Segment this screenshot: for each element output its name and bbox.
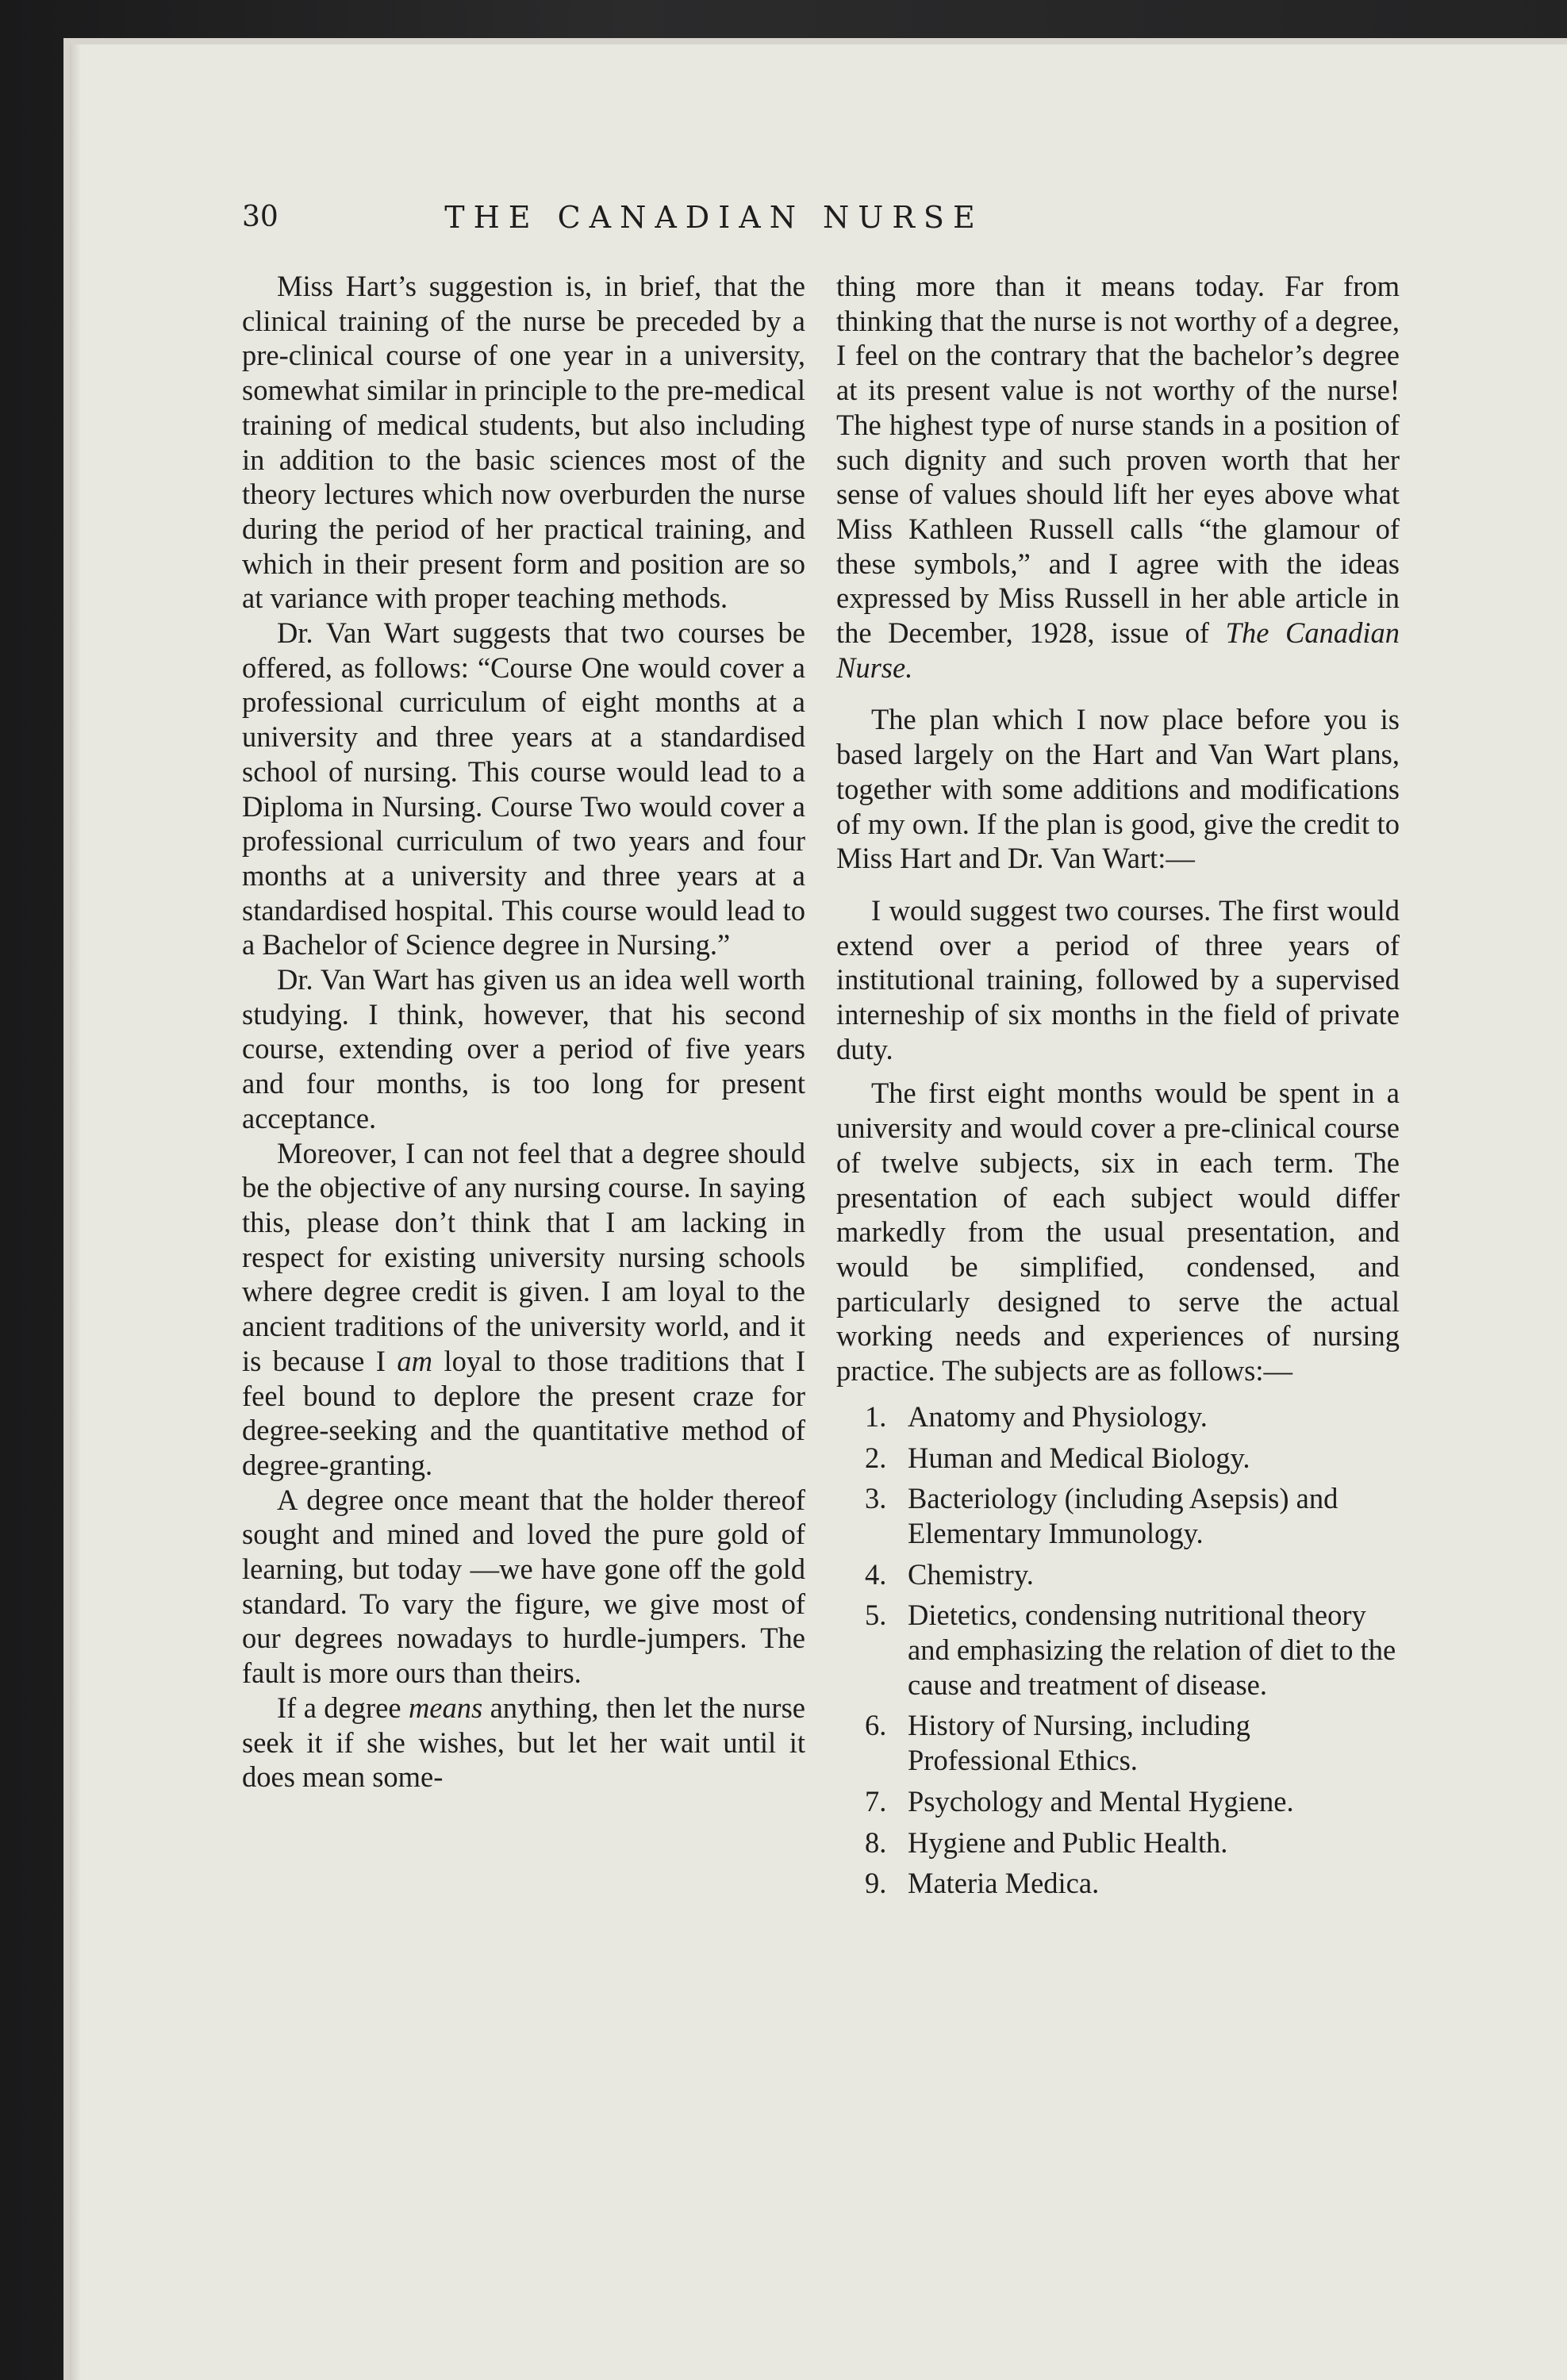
right-column	[836, 269, 1400, 1907]
list-text: Human and Medical Biology.	[908, 1441, 1250, 1474]
page-number: 30	[242, 201, 278, 233]
emphasis: am	[397, 1344, 433, 1377]
page-edge	[70, 44, 81, 2380]
list-number: 2.	[865, 1441, 887, 1474]
text-run: Moreover, I can not feel that a degree should be the objective of any nursing course. In saying this, please don’t think that I am lacking in respect for existing university nursing schools where degree credit is given. I am loyal to the ancient traditions of the university world, and it is because I	[242, 1136, 805, 1377]
journal-page	[70, 44, 1567, 2380]
list-text: Anatomy and Physiology.	[908, 1399, 1208, 1433]
emphasis: means	[408, 1691, 483, 1724]
list-item	[836, 1441, 1400, 1476]
paragraph: Dr. Van Wart suggests that two courses be offered, as follows: “Course One would cover a professional curriculum of eight months at a university and three years at a standardised school of nursing. This course would lead to a Diploma in Nursing. Course Two would cover a professional curriculum of two years and four months at a university and three years at a standardised hospital. This course would lead to a Bachelor of Science degree in Nursing.”	[242, 616, 805, 962]
subjects-list	[836, 1399, 1400, 1901]
list-number: 8.	[865, 1825, 887, 1859]
list-item	[836, 1784, 1400, 1819]
text-run: thing more than it means today. Far from thinking that the nurse is not worthy of a degree, I feel on the contrary that the bachelor’s degree at its present value is not worthy of the nurse! The highest type of nurse stands in a position of such dignity and such proven worth that her sense of values should lift her eyes above what Miss Kathleen Russell calls “the glamour of these symbols,” and I agree with the ideas expressed by Miss Russell in her able article in the December, 1928, issue of	[836, 270, 1400, 650]
list-number: 5.	[865, 1599, 887, 1632]
running-title: THE CANADIAN NURSE	[444, 200, 984, 235]
list-number: 6.	[865, 1709, 887, 1742]
list-text: History of Nursing, including Professional Ethics.	[908, 1709, 1250, 1777]
paragraph	[242, 1136, 805, 1483]
list-number: 9.	[865, 1867, 887, 1900]
list-text: Chemistry.	[908, 1557, 1034, 1591]
list-number: 3.	[865, 1482, 887, 1515]
list-item	[836, 1708, 1400, 1777]
paragraph: The plan which I now place before you is based largely on the Hart and Van Wart plans, together with some additions and modifications of my own. If the plan is good, give the credit to Miss Hart and Dr. Van Wart:—	[836, 703, 1400, 875]
paragraph: I would suggest two courses. The first would extend over a period of three years of institutional training, followed by a supervised interneship of six months in the field of private duty.	[836, 893, 1400, 1065]
list-text: Bacteriology (including Asepsis) and Elementary Immunology.	[908, 1482, 1338, 1549]
list-text: Dietetics, condensing nutritional theory and emphasizing the relation of diet to the cause and treatment of disease.	[908, 1599, 1396, 1701]
list-item	[836, 1481, 1400, 1550]
paragraph: A degree once meant that the holder thereof sought and mined and loved the pure gold of learning, but today —we have gone off the gold standard. To vary the figure, we give most of our degrees nowadays to hurdle-jumpers. The fault is more ours than theirs.	[242, 1483, 805, 1690]
list-number: 1.	[865, 1399, 887, 1433]
left-column	[242, 269, 805, 1795]
list-item	[836, 1825, 1400, 1860]
list-item	[836, 1598, 1400, 1702]
paragraph: The first eight months would be spent in a university and would cover a pre-clinical course of twelve subjects, six in each term. The presentation of each subject would differ markedly from the usual presentation, and would be simplified, condensed, and particularly designed to serve the actual working needs and experiences of nursing practice. The subjects are as follows:—	[836, 1077, 1400, 1388]
page-header	[242, 194, 1186, 241]
emphasis: The Canadian Nurse.	[836, 616, 1400, 684]
list-item	[836, 1557, 1400, 1592]
text-run: anything, then let the nurse seek it if she wishes, but let her wait until it does mean some-	[242, 1691, 805, 1794]
paragraph: Dr. Van Wart has given us an idea well worth studying. I think, however, that his second course, extending over a period of five years and four months, is too long for present acceptance.	[242, 963, 805, 1134]
list-number: 7.	[865, 1784, 887, 1818]
paragraph: Miss Hart’s suggestion is, in brief, that the clinical training of the nurse be preceded by a pre-clinical course of one year in a university, somewhat similar in principle to the pre-medical training of medical students, but also including in addition to the basic sciences most of the theory lectures which now overburden the nurse during the period of her practical training, and which in their present form and position are so at variance with proper teaching methods.	[242, 270, 805, 615]
list-item	[836, 1866, 1400, 1901]
list-item	[836, 1399, 1400, 1434]
paragraph	[242, 1691, 805, 1795]
list-text: Psychology and Mental Hygiene.	[908, 1784, 1294, 1818]
text-run: loyal to those traditions that I feel bound to deplore the present craze for degree-seeking and the quantitative method of degree-granting.	[242, 1344, 805, 1481]
list-number: 4.	[865, 1557, 887, 1591]
paragraph	[836, 269, 1400, 685]
list-text: Hygiene and Public Health.	[908, 1825, 1228, 1859]
list-text: Materia Medica.	[908, 1867, 1100, 1900]
text-run: If a degree	[277, 1691, 409, 1724]
